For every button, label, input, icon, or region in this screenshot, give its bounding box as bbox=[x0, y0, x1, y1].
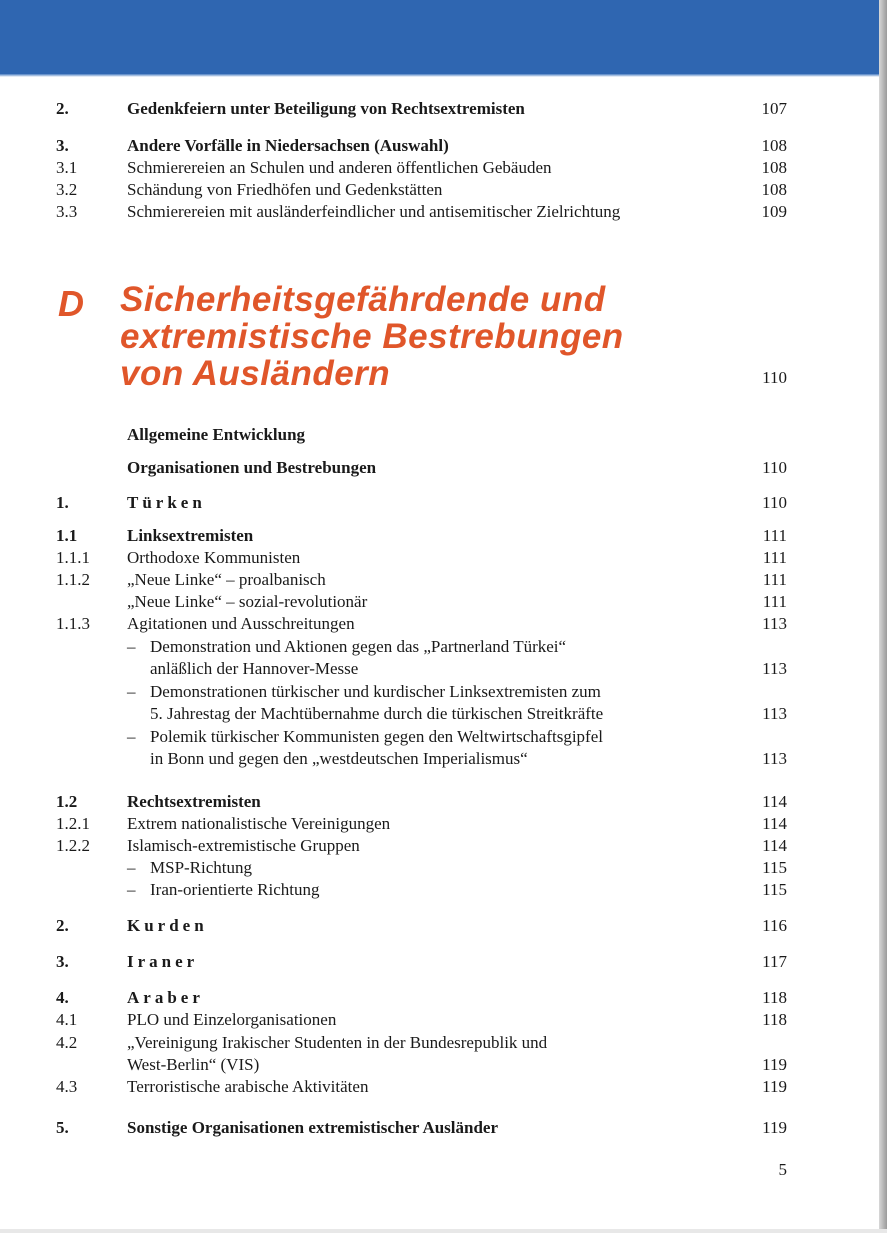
toc-entry-number: 1.1.2 bbox=[56, 570, 90, 589]
toc-entry-number: 4.1 bbox=[56, 1010, 78, 1029]
toc-entry-page: 118 bbox=[762, 988, 787, 1007]
toc-entry-number: 1.1 bbox=[56, 526, 78, 545]
toc-entry-number: 3.2 bbox=[56, 180, 78, 199]
toc-entry-number: 4. bbox=[56, 988, 69, 1007]
toc-entry-number: 1.2 bbox=[56, 792, 78, 811]
toc-entry-number: 4.2 bbox=[56, 1033, 78, 1052]
toc-entry-number: 3. bbox=[56, 952, 69, 971]
toc-entry-title: 5. Jahrestag der Machtübernahme durch die türkischen Streitkräfte bbox=[150, 704, 604, 723]
toc-entry-title: Extrem nationalistische Vereinigungen bbox=[127, 814, 391, 833]
toc-entry-page: 113 bbox=[762, 704, 787, 723]
toc-entry-page: 107 bbox=[761, 99, 787, 118]
toc-entry-title: Agitationen und Ausschreitungen bbox=[127, 614, 355, 633]
page-edge-shadow bbox=[879, 0, 887, 1233]
toc-entry-number: 2. bbox=[56, 916, 69, 935]
toc-entry-title: Orthodoxe Kommunisten bbox=[127, 548, 301, 567]
toc-entry-page: 113 bbox=[762, 659, 787, 678]
toc-entry-page: 110 bbox=[762, 458, 787, 477]
toc-entry-number: 3.1 bbox=[56, 158, 78, 177]
toc-entry-title: Türken bbox=[127, 493, 206, 512]
toc-entry-page: 111 bbox=[762, 570, 787, 589]
toc-entry-dash: – bbox=[127, 880, 136, 899]
toc-entry-title: Kurden bbox=[127, 916, 208, 935]
toc-entry-number: 1. bbox=[56, 493, 69, 512]
toc-entry-number: 1.1.1 bbox=[56, 548, 90, 567]
toc-entry-title: Demonstrationen türkischer und kurdischer Linksextremisten zum bbox=[150, 682, 601, 701]
toc-entry-title: Schändung von Friedhöfen und Gedenkstätten bbox=[127, 180, 443, 199]
section-heading-line: Sicherheitsgefährdende und bbox=[120, 280, 606, 319]
toc-entry-page: 114 bbox=[762, 792, 787, 811]
section-heading bbox=[120, 281, 624, 392]
section-heading-line: extremistische Bestrebungen bbox=[120, 317, 624, 356]
toc-entry-page: 109 bbox=[761, 202, 787, 221]
toc-entry-number: 5. bbox=[56, 1118, 69, 1137]
toc-entry-page: 108 bbox=[761, 180, 787, 199]
toc-entry-dash: – bbox=[127, 727, 136, 746]
toc-entry-number: 1.2.1 bbox=[56, 814, 90, 833]
toc-entry-title: „Neue Linke“ – sozial-revolutionär bbox=[127, 592, 368, 611]
toc-entry-page: 115 bbox=[762, 880, 787, 899]
toc-entry-title: PLO und Einzelorganisationen bbox=[127, 1010, 337, 1029]
toc-entry-title: Iraner bbox=[127, 952, 199, 971]
toc-entry-page: 118 bbox=[762, 1010, 787, 1029]
toc-entry-page: 113 bbox=[762, 614, 787, 633]
toc-entry-page: 108 bbox=[761, 158, 787, 177]
toc-entry-title: in Bonn und gegen den „westdeutschen Imperialismus“ bbox=[150, 749, 528, 768]
toc-entry-title: Linksextremisten bbox=[127, 526, 254, 545]
toc-entry-page: 114 bbox=[762, 814, 787, 833]
toc-entry-number: 3. bbox=[56, 136, 69, 155]
section-letter: D bbox=[58, 283, 84, 324]
top-color-band bbox=[0, 0, 887, 74]
toc-entry-dash: – bbox=[127, 682, 136, 701]
toc-entry-dash: – bbox=[127, 858, 136, 877]
toc-entry-number: 4.3 bbox=[56, 1077, 78, 1096]
toc-entry-title: Polemik türkischer Kommunisten gegen den Weltwirtschaftsgipfel bbox=[150, 727, 603, 746]
toc-entry-title: MSP-Richtung bbox=[150, 858, 253, 877]
toc-entry-title: Araber bbox=[127, 988, 204, 1007]
toc-entry-page: 114 bbox=[762, 836, 787, 855]
toc-entry-title: Rechtsextremisten bbox=[127, 792, 261, 811]
toc-entry-title: Gedenkfeiern unter Beteiligung von Rechtsextremisten bbox=[127, 99, 525, 118]
section-heading-line: von Ausländern bbox=[120, 354, 391, 393]
toc-entry-page: 111 bbox=[762, 592, 787, 611]
toc-entry-page: 117 bbox=[762, 952, 787, 971]
toc-entry-dash: – bbox=[127, 637, 136, 656]
toc-entry-page: 116 bbox=[762, 916, 787, 935]
toc-entry-title: Schmierereien mit ausländerfeindlicher und antisemitischer Zielrichtung bbox=[127, 202, 621, 221]
toc-entry-title: „Vereinigung Irakischer Studenten in der Bundesrepublik und bbox=[127, 1033, 548, 1052]
toc-entry-title: Demonstration und Aktionen gegen das „Partnerland Türkei“ bbox=[150, 637, 567, 656]
page-bottom-edge bbox=[0, 1229, 887, 1233]
toc-entry-number: 1.1.3 bbox=[56, 614, 90, 633]
toc-entry-page: 119 bbox=[762, 1118, 787, 1137]
toc-entry-number: 1.2.2 bbox=[56, 836, 90, 855]
toc-entry-title: anläßlich der Hannover-Messe bbox=[150, 659, 359, 678]
toc-entry-page: 119 bbox=[762, 1077, 787, 1096]
toc-entry-page: 111 bbox=[762, 526, 787, 545]
page-number: 5 bbox=[778, 1160, 787, 1179]
toc-entry-title: Allgemeine Entwicklung bbox=[127, 425, 306, 444]
toc-entry-title: Iran-orientierte Richtung bbox=[150, 880, 320, 899]
toc-entry-page: 108 bbox=[761, 136, 787, 155]
toc-entry-page: 110 bbox=[762, 493, 787, 512]
toc-entry-title: Organisationen und Bestrebungen bbox=[127, 458, 377, 477]
toc-entry-title: Schmierereien an Schulen und anderen öffentlichen Gebäuden bbox=[127, 158, 552, 177]
toc-entry-number: 3.3 bbox=[56, 202, 78, 221]
toc-entry-title: Terroristische arabische Aktivitäten bbox=[127, 1077, 369, 1096]
toc-entry-title: West-Berlin“ (VIS) bbox=[127, 1055, 260, 1074]
toc-entry-title: Andere Vorfälle in Niedersachsen (Auswahl) bbox=[127, 136, 449, 155]
toc-entry-page: 115 bbox=[762, 858, 787, 877]
toc-entry-title: Sonstige Organisationen extremistischer Ausländer bbox=[127, 1118, 499, 1137]
toc-entry-page: 119 bbox=[762, 1055, 787, 1074]
toc-entry-title: „Neue Linke“ – proalbanisch bbox=[127, 570, 326, 589]
toc-entry-page: 111 bbox=[762, 548, 787, 567]
toc-entry-number: 2. bbox=[56, 99, 69, 118]
section-page: 110 bbox=[762, 368, 787, 387]
toc-entry-page: 113 bbox=[762, 749, 787, 768]
toc-entry-title: Islamisch-extremistische Gruppen bbox=[127, 836, 360, 855]
